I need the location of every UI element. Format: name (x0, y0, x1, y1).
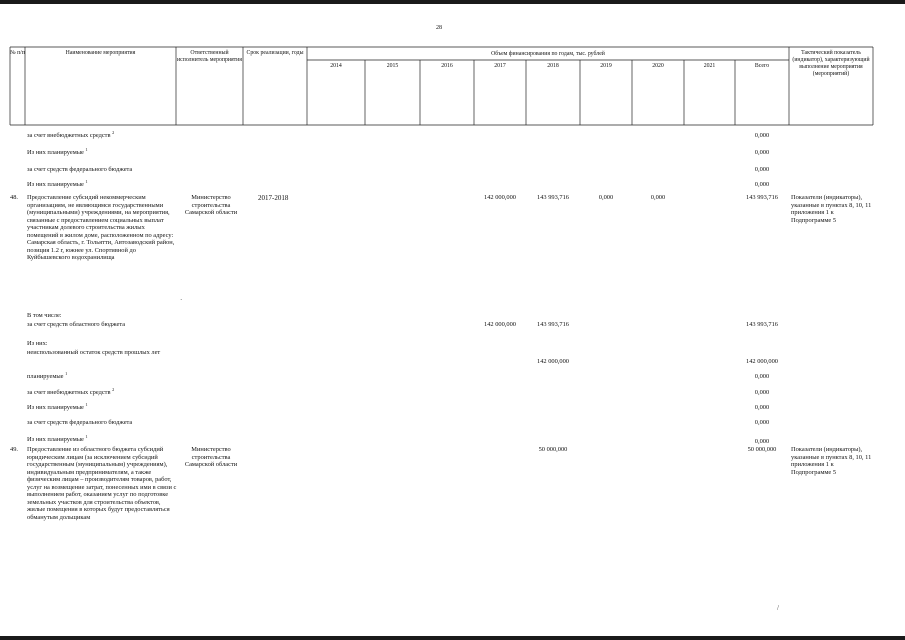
item-48-regional-total: 143 993,716 (746, 321, 778, 328)
row-extra-budget-total: 0,000 (754, 132, 770, 139)
item-49-name: Предоставление из областного бюджета субсидий юридическим лицам (за исключением субсидий государственным (муниципальным) учреждениям), индивидуальным предпринимателям, а также физическим лицам – производителям товаров, работ, услуг на возмещение затрат, понесенных ими в связи с выполнением работ, оказанием услуг по подготовке земельных участков для строительства объектов, жилые помещения в которых будут предоставляться обманутым дольщикам (27, 446, 177, 521)
item-48-number: 48. (10, 194, 18, 201)
row-federal: за счет средств федерального бюджета (27, 166, 133, 173)
row-federal-planned-total: 0,000 (754, 181, 770, 188)
header-executor: Ответственный исполнитель мероприятия (177, 50, 242, 63)
item-49-number: 49. (10, 446, 18, 453)
header-total: Всего (754, 63, 770, 69)
item-48-regional-2017: 142 000,000 (484, 321, 516, 328)
header-year-2016: 2016 (441, 63, 453, 69)
item-48-extra-planned: Из них планируемые $^1$ (27, 401, 88, 411)
row-extra-budget: за счет внебюджетных средств $^2$ (27, 129, 115, 139)
header-year-2018: 2018 (547, 63, 559, 69)
header-year-2017: 2017 (494, 63, 506, 69)
item-48-federal-planned-total: 0,000 (754, 438, 770, 445)
item-48-2019: 0,000 (598, 194, 614, 201)
row-federal-planned: Из них планируемые $^1$ (27, 178, 88, 188)
item-48-regional-label: за счет средств областного бюджета (27, 321, 126, 328)
item-48-executor: Министерство строительства Самарской области (184, 194, 238, 217)
header-indicator: Тактический показатель (индикатор), характеризующий выполнение мероприятия (мероприятий) (792, 50, 870, 77)
item-48-period: 2017-2018 (258, 194, 289, 202)
item-49-2018: 50 000,000 (538, 446, 568, 453)
item-48-federal-total: 0,000 (754, 419, 770, 426)
row-planned-total: 0,000 (754, 149, 770, 156)
item-48-of-them: Из них: (27, 340, 48, 347)
item-49-total: 50 000,000 (747, 446, 777, 453)
item-48-federal: за счет средств федерального бюджета (27, 419, 133, 426)
item-48-planned: планируемые $^1$ (27, 370, 68, 380)
item-48-indicator: Показатели (индикаторы), указанные в пунктах 8, 10, 11 приложения 1 к Подпрограмме 5 (791, 194, 872, 224)
item-48-unused-2018: 142 000,000 (537, 358, 569, 365)
item-49-executor: Министерство строительства Самарской области (184, 446, 238, 469)
header-number: № п/п (10, 50, 25, 56)
item-48-total: 143 993,716 (746, 194, 778, 201)
item-48-unused-total: 142 000,000 (746, 358, 778, 365)
page-number: 28 (436, 25, 442, 31)
item-48-federal-planned: Из них планируемые $^1$ (27, 433, 88, 443)
scan-mark: / (777, 604, 779, 612)
scan-speck: · (180, 296, 183, 304)
item-49-indicator: Показатели (индикаторы), указанные в пунктах 8, 10, 11 приложения 1 к Подпрограмме 5 (791, 446, 872, 476)
item-48-2020: 0,000 (650, 194, 666, 201)
header-year-2021: 2021 (703, 63, 716, 69)
header-period: Срок реализации, годы (246, 50, 304, 56)
header-year-2020: 2020 (652, 63, 664, 69)
item-48-including: В том числе: (27, 312, 62, 319)
item-48-unused-label: неиспользованный остаток средств прошлых лет (27, 349, 161, 356)
item-48-name: Предоставление субсидий некоммерческим организациям, не являющимся государственными (муниципальными) учреждениями, на мероприятия, связанные с предоставлением социальных выплат участникам долевого строительства жилых помещений в жилом доме, расположенном по адресу: Самарская область, г. Тольятти, Автозаводский район, позиция 1.2 г, южнее ул. Спортивной до Куйбышевского водохранилища (27, 194, 175, 262)
header-name: Наименование мероприятия (65, 50, 136, 56)
item-48-extra-planned-total: 0,000 (754, 404, 770, 411)
item-48-planned-total: 0,000 (754, 373, 770, 380)
row-federal-total: 0,000 (754, 166, 770, 173)
header-year-2015: 2015 (386, 63, 399, 69)
header-year-2019: 2019 (600, 63, 612, 69)
row-planned: Из них планируемые $^1$ (27, 146, 88, 156)
item-48-2018: 143 993,716 (537, 194, 569, 201)
item-48-2017: 142 000,000 (484, 194, 516, 201)
item-48-regional-2018: 143 993,716 (537, 321, 569, 328)
header-funding: Объем финансирования по годам, тыс. рублей (491, 51, 605, 57)
header-year-2014: 2014 (330, 63, 342, 69)
item-48-extra: за счет внебюджетных средств $^2$ (27, 386, 115, 396)
item-48-extra-total: 0,000 (754, 389, 770, 396)
